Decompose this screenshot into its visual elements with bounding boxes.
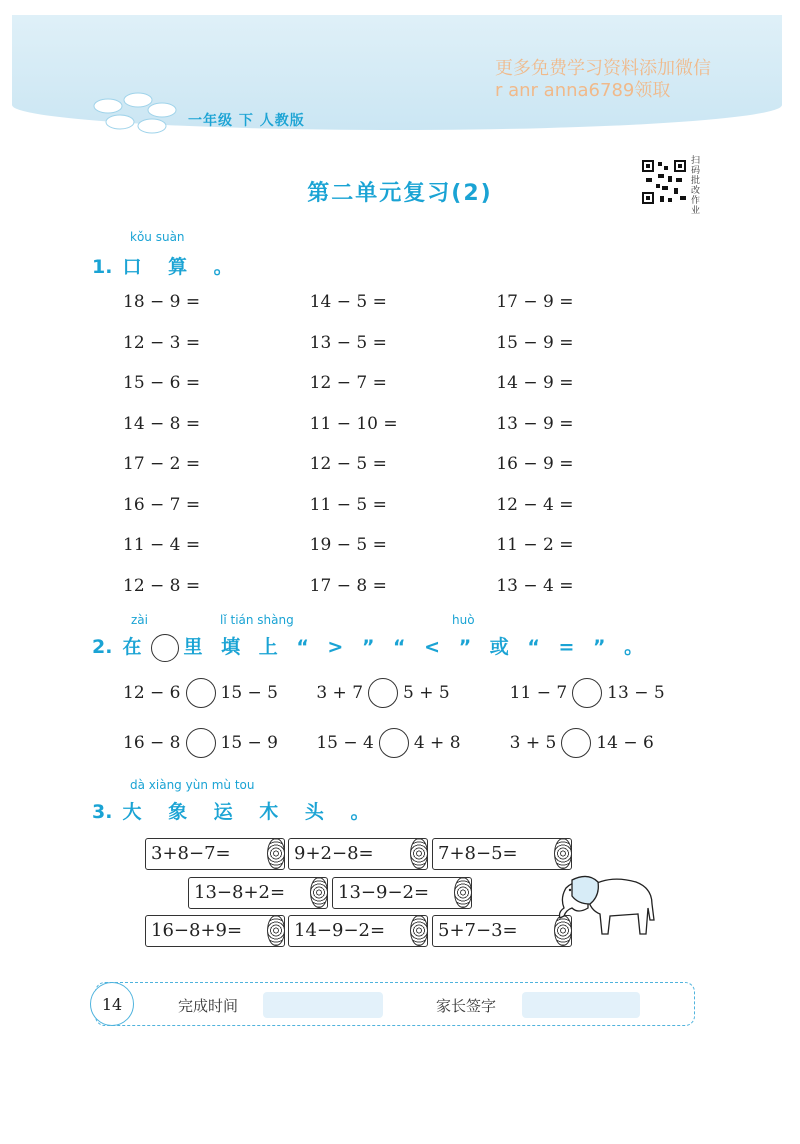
math-problem: 19 − 5 = [309, 535, 387, 555]
answer-circle[interactable] [572, 678, 602, 708]
problem-row [123, 331, 683, 372]
section3-heading: 3. 大 象 运 木 头 。 [92, 801, 380, 823]
problem-row [123, 290, 683, 331]
completion-time-label: 完成时间 [178, 997, 239, 1015]
problem-row [123, 371, 683, 412]
problem-row [123, 452, 683, 493]
log-problem[interactable]: 5+7−3= [432, 915, 572, 947]
problem-row [123, 493, 683, 534]
problem-row [123, 412, 683, 453]
comparison-item [316, 728, 509, 758]
right-expression: 15 − 5 [220, 683, 278, 703]
math-problem: 12 − 4 = [496, 494, 574, 515]
blank-circle-icon [151, 634, 179, 662]
section2-pinyin-zai: zài [131, 613, 148, 627]
page-number: 14 [90, 982, 134, 1026]
math-problem: 11 − 2 = [496, 535, 574, 555]
log-problem[interactable]: 13−8+2= [188, 877, 328, 909]
right-expression: 13 − 5 [607, 683, 665, 703]
problem-row [123, 533, 683, 574]
section2-pinyin-huo: huò [452, 613, 475, 627]
math-problem: 16 − 7 = [123, 494, 201, 515]
math-problem: 12 − 8 = [123, 575, 201, 596]
math-problem: 11 − 4 = [123, 535, 201, 555]
math-problem: 12 − 7 = [309, 373, 387, 393]
compare-row [123, 678, 703, 708]
math-problem: 17 − 2 = [123, 454, 201, 474]
left-expression: 11 − 7 [509, 683, 568, 703]
math-problem: 15 − 6 = [123, 373, 201, 393]
left-expression: 12 − 6 [123, 683, 181, 703]
elephant-icon [548, 868, 663, 940]
section1-heading: 1. 口 算 。 [92, 256, 243, 278]
problem-row [123, 574, 683, 615]
left-expression: 3 + 5 [509, 733, 557, 753]
qr-code-icon[interactable] [640, 158, 688, 206]
clouds-icon [90, 88, 180, 136]
answer-circle[interactable] [186, 678, 216, 708]
math-problem: 15 − 9 = [496, 332, 574, 353]
right-expression: 4 + 8 [413, 733, 461, 753]
answer-circle[interactable] [379, 728, 409, 758]
qr-label: 扫码批改作业 [691, 156, 701, 216]
math-problem: 12 − 3 = [123, 332, 201, 353]
left-expression: 3 + 7 [316, 683, 364, 703]
math-problem: 11 − 5 = [309, 494, 387, 515]
left-expression: 16 − 8 [123, 733, 181, 753]
parent-signature-field[interactable] [522, 992, 640, 1018]
math-problem: 13 − 5 = [309, 332, 387, 353]
answer-circle[interactable] [368, 678, 398, 708]
math-problem: 11 − 10 = [309, 413, 398, 434]
math-problem: 17 − 8 = [309, 575, 387, 596]
math-problem: 13 − 4 = [496, 575, 574, 596]
completion-time-field[interactable] [263, 992, 383, 1018]
comparison-item [123, 678, 316, 708]
log-problem[interactable]: 9+2−8= [288, 838, 428, 870]
log-problem[interactable]: 16−8+9= [145, 915, 285, 947]
answer-circle[interactable] [186, 728, 216, 758]
right-expression: 15 − 9 [220, 733, 278, 753]
math-problem: 14 − 5 = [309, 292, 387, 312]
right-expression: 14 − 6 [596, 733, 654, 753]
section2-heading: 2. 在 里 填 上 “ > ” “ < ” 或 “ = ” 。 [92, 632, 649, 662]
compare-row [123, 728, 703, 758]
math-problem: 16 − 9 = [496, 454, 574, 474]
math-problem: 13 − 9 = [496, 413, 574, 434]
log-problem[interactable]: 7+8−5= [432, 838, 572, 870]
math-problem: 17 − 9 = [496, 292, 574, 312]
left-expression: 15 − 4 [316, 733, 374, 753]
mental-math-grid [123, 290, 683, 614]
comparison-item [510, 728, 703, 758]
right-expression: 5 + 5 [403, 683, 450, 703]
page-title: 第二单元复习(2) [307, 181, 493, 206]
answer-circle[interactable] [561, 728, 591, 758]
math-problem: 12 − 5 = [309, 454, 387, 474]
parent-signature-label: 家长签字 [436, 997, 497, 1015]
watermark: 更多免费学习资料添加微信 r anr anna6789领取 [495, 58, 711, 101]
section1-pinyin: kǒu suàn [130, 230, 185, 244]
log-problem[interactable]: 14−9−2= [288, 915, 428, 947]
math-problem: 18 − 9 = [123, 292, 201, 312]
comparison-item [123, 728, 316, 758]
section2-pinyin-mid: lǐ tián shàng [220, 613, 294, 627]
math-problem: 14 − 8 = [123, 413, 201, 434]
grade-label: 一年级 下 人教版 [188, 113, 305, 129]
math-problem: 14 − 9 = [496, 373, 574, 393]
section3-pinyin: dà xiàng yùn mù tou [130, 778, 255, 792]
comparison-item [316, 678, 509, 708]
log-problem[interactable]: 3+8−7= [145, 838, 285, 870]
log-problem[interactable]: 13−9−2= [332, 877, 472, 909]
comparison-item [510, 678, 703, 708]
